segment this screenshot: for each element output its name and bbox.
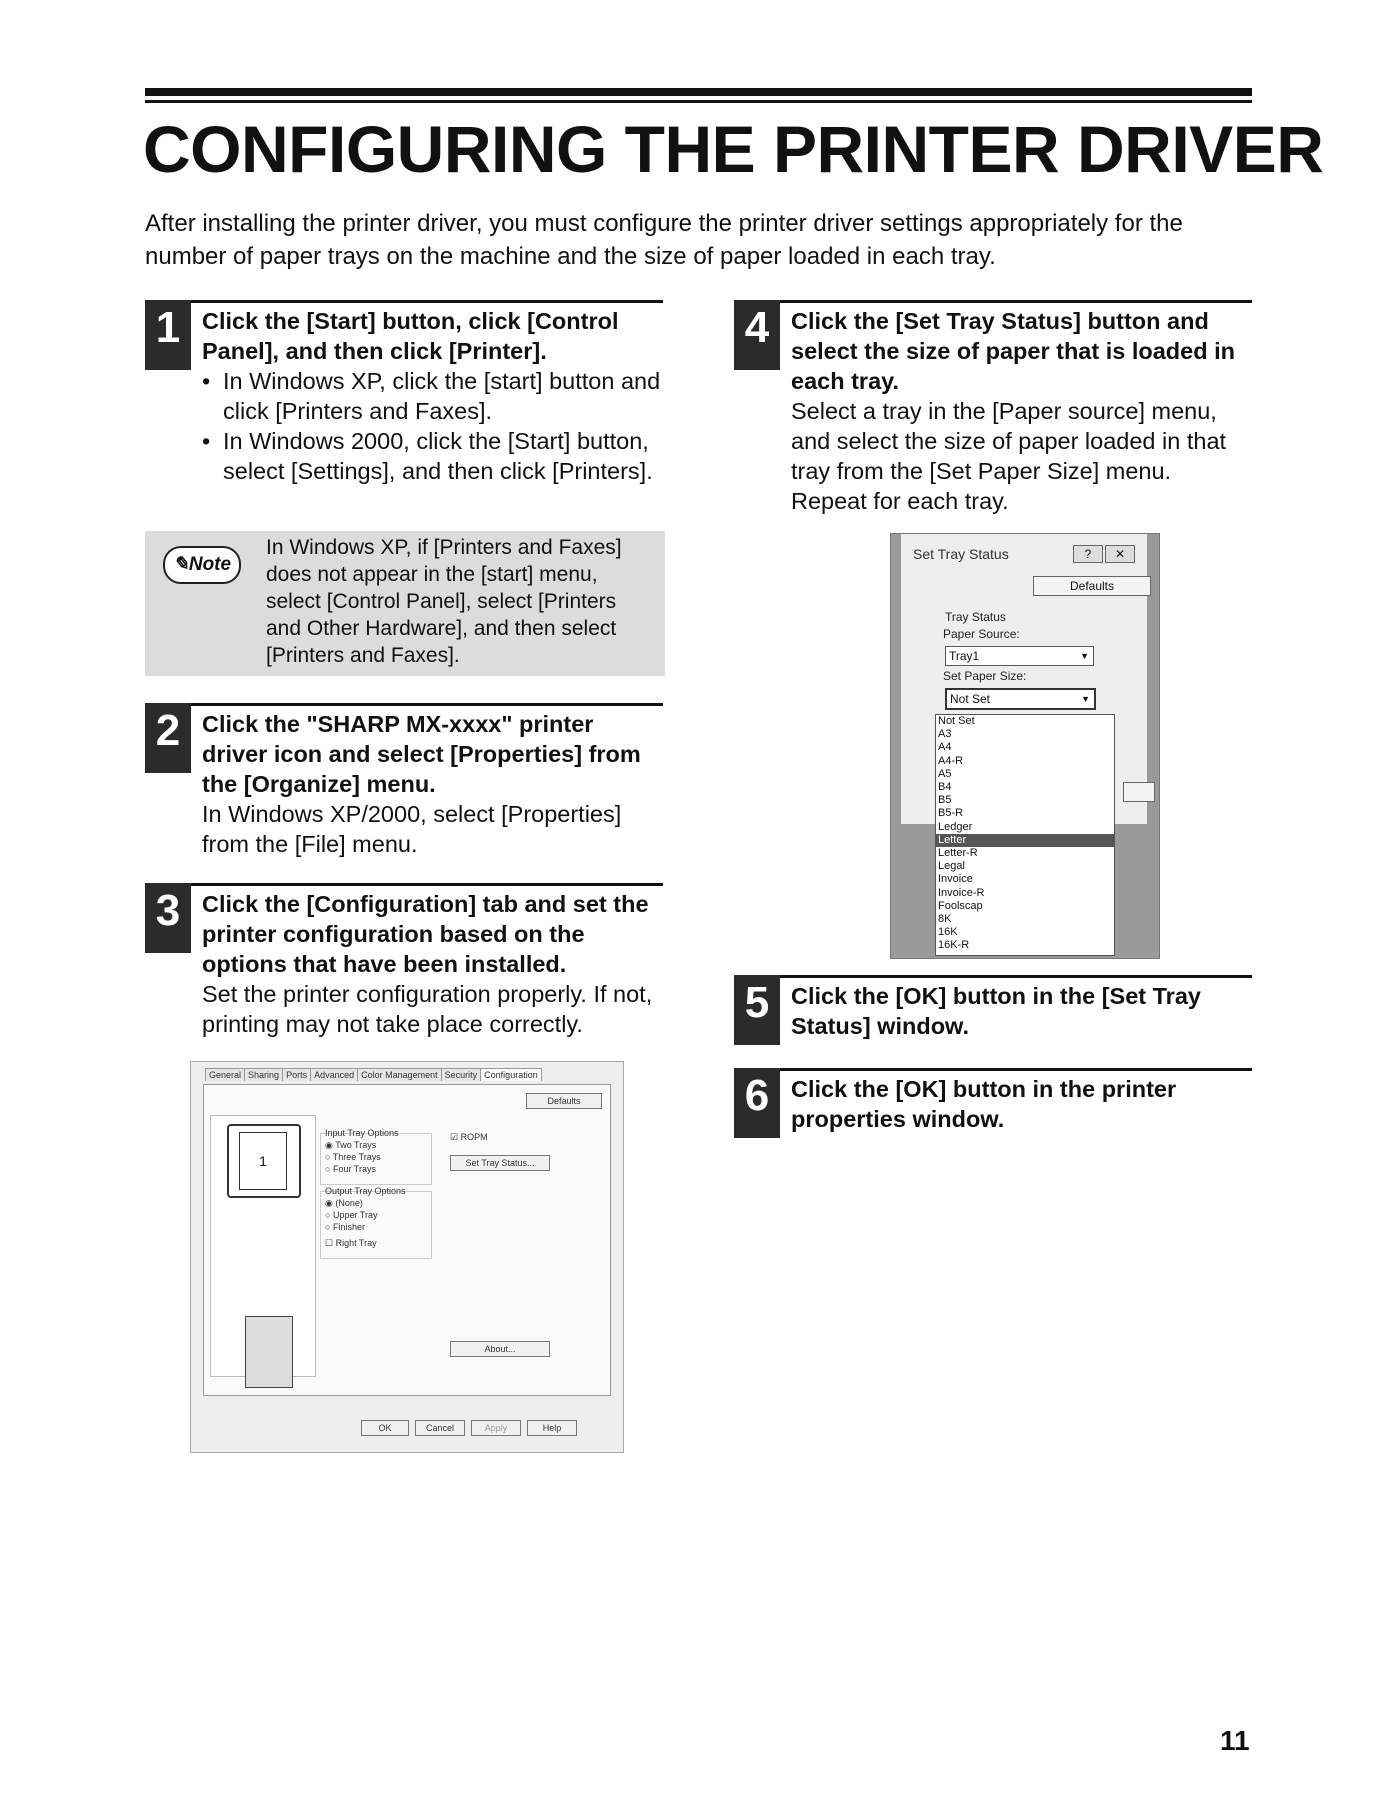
- step-6: [734, 1068, 1252, 1140]
- tray-number: 1: [239, 1132, 287, 1190]
- step-number: 3: [145, 883, 191, 953]
- paper-size-option[interactable]: B4: [938, 781, 952, 794]
- tray-status-label: Tray Status: [945, 610, 1006, 624]
- dialog-title: Set Tray Status: [913, 546, 1009, 562]
- paper-size-option[interactable]: A4-R: [938, 754, 964, 767]
- paper-size-option[interactable]: B5: [938, 794, 952, 807]
- step-text: Select a tray in the [Paper source] menu, and select the size of paper loaded in that tray from the [Set Paper Size] menu. Repeat for each tray.: [791, 398, 1227, 514]
- paper-size-option[interactable]: A5: [938, 767, 952, 780]
- paper-size-dropdown-list[interactable]: [935, 714, 1115, 956]
- step-rule: [145, 300, 663, 303]
- tab-ports[interactable]: Ports: [282, 1068, 311, 1081]
- paper-source-label: Paper Source:: [943, 627, 1020, 641]
- step-bullets: [202, 366, 663, 486]
- device-illustration: [210, 1115, 316, 1377]
- paper-size-option[interactable]: 16K: [938, 926, 958, 939]
- step-number: 6: [734, 1068, 780, 1138]
- step-3: [145, 883, 663, 1043]
- radio-three-trays[interactable]: ○ Three Trays: [325, 1152, 381, 1162]
- chevron-down-icon: ▼: [1080, 651, 1089, 661]
- step-number: 5: [734, 975, 780, 1045]
- step-number: 1: [145, 300, 191, 370]
- step-4: [734, 300, 1252, 520]
- step-heading: Click the [Configuration] tab and set the printer configuration based on the options that have been installed.: [202, 891, 649, 977]
- step-1: [145, 300, 663, 520]
- tab-general[interactable]: General: [205, 1068, 245, 1081]
- tab-advanced[interactable]: Advanced: [310, 1068, 358, 1081]
- step-rule: [734, 975, 1252, 978]
- chevron-down-icon: ▼: [1081, 694, 1090, 704]
- configuration-dialog: [190, 1061, 624, 1453]
- radio-upper-tray[interactable]: ○ Upper Tray: [325, 1210, 378, 1220]
- about-button[interactable]: About...: [450, 1341, 550, 1357]
- set-tray-status-button[interactable]: Set Tray Status...: [450, 1155, 550, 1171]
- step-text: In Windows XP/2000, select [Properties] from the [File] menu.: [202, 801, 622, 857]
- step-heading: Click the [Set Tray Status] button and select the size of paper that is loaded in each tray.: [791, 308, 1235, 394]
- dialog-ok-button[interactable]: [1123, 782, 1155, 802]
- note-label: Note: [188, 554, 232, 575]
- paper-size-option[interactable]: 16K-R: [938, 939, 970, 952]
- set-tray-status-dialog: [890, 533, 1160, 959]
- ok-button[interactable]: OK: [361, 1420, 409, 1436]
- note-box: [145, 531, 665, 676]
- title-buttons: [1071, 545, 1135, 563]
- header-rule-thin: [145, 100, 1252, 103]
- step-rule: [145, 703, 663, 706]
- step-heading: Click the [OK] button in the printer properties window.: [791, 1076, 1177, 1132]
- tab-strip: [205, 1068, 541, 1081]
- apply-button[interactable]: Apply: [471, 1420, 521, 1436]
- close-icon[interactable]: ✕: [1105, 545, 1135, 563]
- step-text: Set the printer configuration properly. If not, printing may not take place correctly.: [202, 981, 653, 1037]
- tab-configuration[interactable]: Configuration: [480, 1068, 542, 1081]
- right-tray-checkbox[interactable]: ☐ Right Tray: [325, 1238, 377, 1248]
- intro-paragraph: After installing the printer driver, you must configure the printer driver settings appropriately for the number of paper trays on the machine and the size of paper loaded in each tray.: [145, 210, 1183, 270]
- step-rule: [734, 1068, 1252, 1071]
- configuration-panel: [203, 1084, 611, 1396]
- step-number: 2: [145, 703, 191, 773]
- step-heading: Click the [OK] button in the [Set Tray Status] window.: [791, 983, 1201, 1039]
- input-tray-label: Input Tray Options: [325, 1128, 399, 1138]
- output-tray-label: Output Tray Options: [325, 1186, 406, 1196]
- paper-size-option[interactable]: B5-R: [938, 807, 964, 820]
- paper-source-select[interactable]: Tray1 ▼: [945, 646, 1094, 666]
- radio-four-trays[interactable]: ○ Four Trays: [325, 1164, 376, 1174]
- step-rule: [145, 883, 663, 886]
- paper-size-option[interactable]: Foolscap: [938, 899, 983, 912]
- page-number: 11: [1220, 1725, 1250, 1756]
- help-button[interactable]: Help: [527, 1420, 577, 1436]
- bullet-item: • In Windows 2000, click the [Start] button, select [Settings], and then click [Printers].: [202, 426, 663, 486]
- tab-color-management[interactable]: Color Management: [357, 1068, 442, 1081]
- paper-size-option[interactable]: Ledger: [938, 820, 973, 833]
- paper-size-option[interactable]: A4: [938, 741, 952, 754]
- paper-size-option[interactable]: Invoice: [938, 873, 973, 886]
- paper-size-option[interactable]: A3: [938, 728, 952, 741]
- paper-size-option[interactable]: 8K: [938, 913, 952, 926]
- step-heading: Click the "SHARP MX-xxxx" printer driver icon and select [Properties] from the [Organize] menu.: [202, 711, 641, 797]
- header-rule-thick: [145, 88, 1252, 96]
- radio-two-trays[interactable]: ◉ Two Trays: [325, 1140, 377, 1150]
- tab-security[interactable]: Security: [441, 1068, 482, 1081]
- defaults-button[interactable]: Defaults: [1033, 576, 1151, 596]
- step-5: [734, 975, 1252, 1047]
- rcpm-checkbox[interactable]: ☑ ROPM: [450, 1132, 488, 1142]
- tray-icon: [227, 1124, 301, 1198]
- paper-size-option[interactable]: Legal: [938, 860, 965, 873]
- page-title: CONFIGURING THE PRINTER DRIVER: [143, 112, 1324, 186]
- paper-size-select[interactable]: Not Set ▼: [945, 688, 1096, 710]
- paper-size-option[interactable]: Invoice-R: [938, 886, 985, 899]
- paper-size-option[interactable]: Letter-R: [938, 847, 978, 860]
- note-text: In Windows XP, if [Printers and Faxes] does not appear in the [start] menu, select [Control Panel], select [Printers and Other Hardware], and then select [Printers and Faxes].: [266, 536, 622, 667]
- paper-size-label: Set Paper Size:: [943, 669, 1027, 683]
- cancel-button[interactable]: Cancel: [415, 1420, 465, 1436]
- step-2: [145, 703, 663, 863]
- paper-size-option[interactable]: Not Set: [938, 715, 975, 727]
- radio-finisher[interactable]: ○ Finisher: [325, 1222, 365, 1232]
- printer-icon: [245, 1316, 293, 1388]
- step-number: 4: [734, 300, 780, 370]
- step-rule: [734, 300, 1252, 303]
- bullet-item: • In Windows XP, click the [start] button and click [Printers and Faxes].: [202, 366, 663, 426]
- paper-size-option[interactable]: Letter: [936, 834, 1114, 847]
- help-icon[interactable]: ?: [1073, 545, 1103, 563]
- step-heading: Click the [Start] button, click [Control Panel], and then click [Printer].: [202, 308, 619, 364]
- radio-none[interactable]: ◉ (None): [325, 1198, 363, 1208]
- tab-sharing[interactable]: Sharing: [244, 1068, 283, 1081]
- defaults-button[interactable]: Defaults: [526, 1093, 602, 1109]
- note-pencil-icon: ✎Note: [163, 546, 241, 584]
